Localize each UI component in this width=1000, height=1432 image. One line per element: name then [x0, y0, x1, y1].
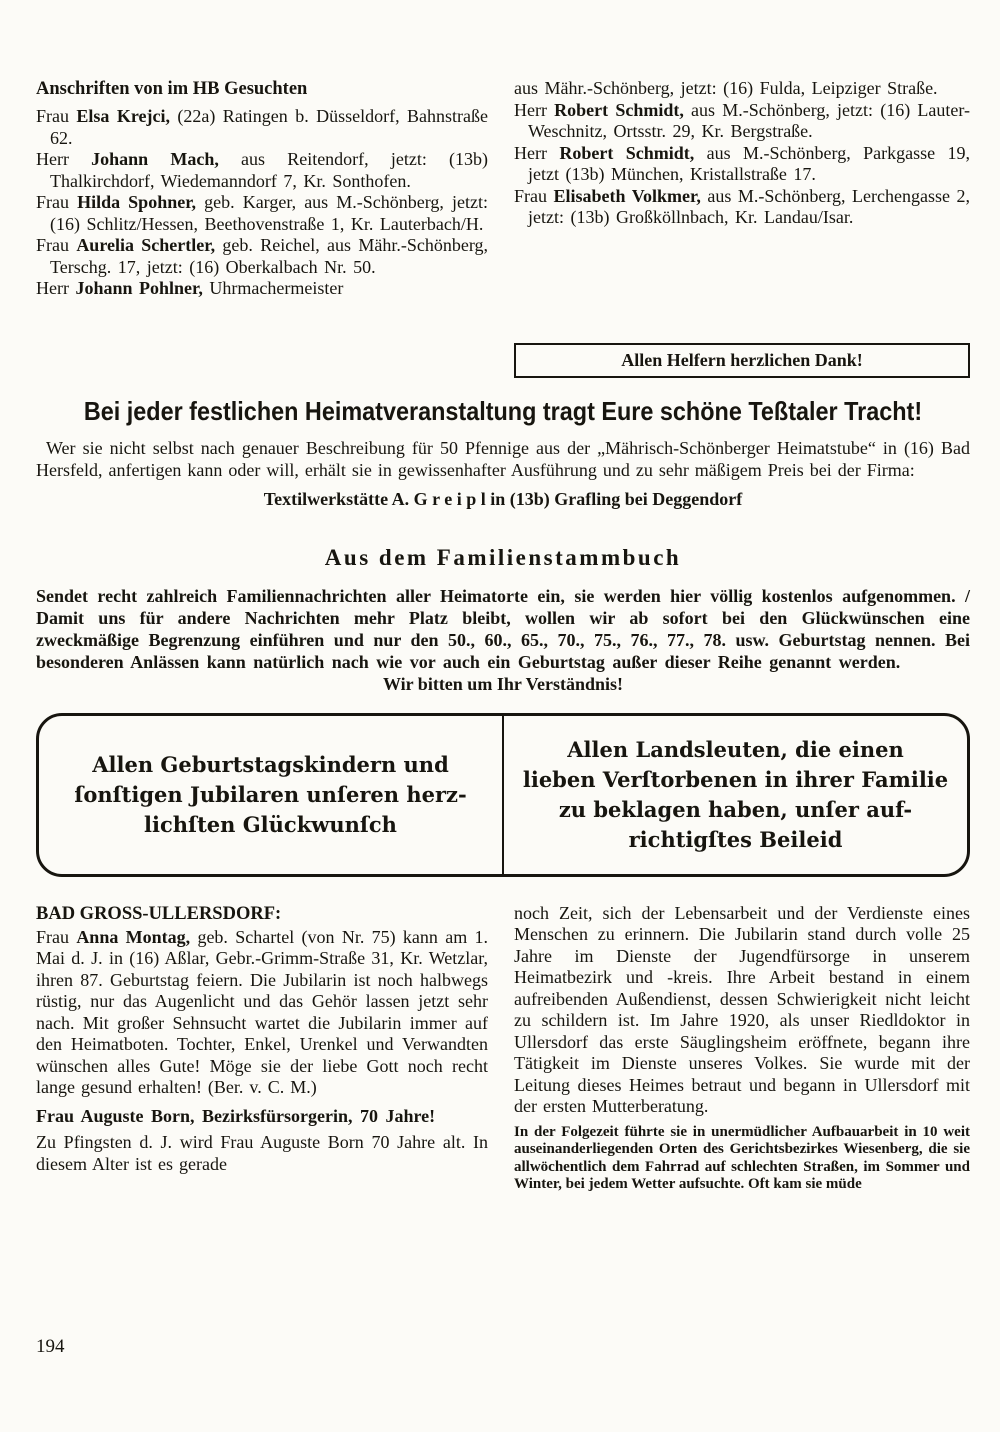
entry-rest: aus Reitendorf, jetzt: (13b) Thalkirchdorf, Wiedemanndorf 7, Kr. Sonthofen. — [50, 149, 488, 191]
entry-prefix: Herr — [514, 99, 555, 120]
address-entry-continuation — [514, 78, 970, 100]
address-entry — [36, 149, 488, 192]
born-intro-paragraph: Zu Pfingsten d. J. wird Frau Auguste Born 70 Jahre alt. In diesem Alter ist es gerade — [36, 1132, 488, 1174]
thanks-box — [514, 343, 970, 379]
tracht-headline: Bei jeder festlichen Heimatveranstaltung tragt Eure schöne Teßtaler Tracht! — [83, 396, 923, 426]
thanks-text: Allen Helfern herzlichen Dank! — [621, 349, 863, 370]
born-continuation-small-paragraph: In der Folgezeit führte sie in unermüdlicher Aufbauarbeit in 10 weit auseinanderliegenden Orten des Gerichtsbezirkes Wiesenberg, die sie allwöchentlich dem Fahrrad auf schlechten Straßen, im Sommer und Winter, bei jedem Wetter aufsuchte. Oft kam sie müde — [514, 1123, 970, 1192]
address-entry — [36, 106, 488, 149]
birthday-greeting-block — [39, 716, 502, 874]
entry-name: Elsa Krejci, — [76, 106, 170, 126]
entry-name: Robert Schmidt, — [559, 142, 695, 163]
greeting-line: ſonſtigen Jubilaren unſeren herz- — [74, 781, 467, 807]
entry-prefix: Frau — [36, 926, 77, 947]
address-entry — [514, 143, 970, 186]
entry-name: Aurelia Schertler, — [76, 235, 216, 255]
addresses-left-column — [36, 78, 488, 378]
entry-prefix: Frau — [36, 235, 77, 255]
address-entry — [514, 186, 970, 229]
entry-rest: aus Mähr.-Schönberg, jetzt: (16) Fulda, Leipziger Straße. — [514, 78, 938, 98]
greeting-line: Allen Landsleuten, die einen — [567, 736, 904, 762]
greeting-line: lichſten Glückwunſch — [144, 811, 397, 837]
entry-name: Johann Mach, — [91, 149, 219, 169]
entry-rest: (22a) Ratingen b. Düsseldorf, Bahnstraße 62. — [50, 106, 489, 148]
page-number: 194 — [36, 1336, 65, 1357]
entry-rest: aus M.-Schönberg, jetzt: (16) Lauter-Weschnitz, Ortsstr. 29, Kr. Bergstraße. — [528, 99, 970, 141]
entry-name: Anna Montag, — [76, 926, 191, 947]
montag-paragraph — [36, 927, 488, 1099]
greeting-line: richtigſtes Beileid — [628, 826, 843, 852]
address-entry — [36, 278, 488, 300]
ullersdorf-left-column — [36, 903, 488, 1194]
entry-prefix: Herr — [514, 142, 560, 163]
entry-prefix: Herr — [36, 278, 76, 298]
familienstammbuch-heading: Aus dem Familienstammbuch — [324, 544, 682, 570]
entry-name: Hilda Spohner, — [77, 192, 197, 212]
entry-rest: aus M.-Schönberg, Parkgasse 19, jetzt (13b) München, Kristallstraße 17. — [528, 142, 970, 184]
entry-name: Robert Schmidt, — [554, 99, 684, 120]
addresses-right-column — [514, 78, 970, 378]
greeting-line: zu beklagen haben, unſer auf- — [558, 796, 913, 822]
tracht-body-paragraph: Wer sie nicht selbst nach genauer Beschreibung für 50 Pfennige aus der „Mährisch-Schönberger Heimatstube“ in (16) Bad Hersfeld, anfertigen kann oder will, erhält sie in gewissenhafter Ausführung und zu sehr mäßigem Preis bei der Firma: — [36, 438, 970, 480]
address-entry — [36, 235, 488, 278]
tracht-firm-line: Textilwerkstätte A. G r e i p l in (13b) Grafling bei Deggendorf — [263, 489, 743, 509]
entry-rest: aus M.-Schönberg, Lerchengasse 2, jetzt: (13b) Großköllnbach, Kr. Landau/Isar. — [528, 185, 970, 227]
greeting-line: Allen Geburtstagskindern und — [92, 751, 449, 777]
greetings-box — [36, 713, 970, 877]
entry-prefix: Herr — [36, 149, 92, 169]
entry-name: Elisabeth Volkmer, — [553, 185, 701, 206]
ullersdorf-section — [36, 903, 970, 1194]
born-continuation-paragraph: noch Zeit, sich der Lebensarbeit und der Verdienste eines Menschen zu erinnern. Die Jubilarin stand durch volle 25 Jahre im Dienste der Jugendfürsorge in unserem Heimatbezirk und -kreis. Ihre Arbeit bestand in einem aufreibenden Außendienst, dessen Schwierigkeit nicht leicht zu schildern ist. Im Jahre 1920, als unser Riedldoktor in Ullersdorf das erste Säuglingsheim eröffnete, begann ihre Tätigkeit im Dienste unseres Volkes. Sie wurde mit der Leitung dieses Heimes betraut und begann in Ullersdorf mit der ersten Mutterberatung. — [514, 902, 970, 1116]
address-entry — [514, 100, 970, 143]
entry-prefix: Frau — [514, 185, 554, 206]
ullersdorf-right-column — [514, 903, 970, 1194]
entry-prefix: Frau — [36, 192, 78, 212]
address-entry — [36, 192, 488, 235]
entry-rest: geb. Karger, aus M.-Schönberg, jetzt: (16) Schlitz/Hessen, Beethovenstraße 1, Kr. Lauterbach/H. — [50, 192, 488, 234]
entry-name: Johann Pohlner, — [75, 278, 203, 298]
condolence-greeting-block — [504, 716, 967, 874]
greeting-line: lieben Verſtorbenen in ihrer Familie — [522, 766, 949, 792]
entry-rest: geb. Reichel, aus Mähr.-Schönberg, Terschg. 17, jetzt: (16) Oberkalbach Nr. 50. — [50, 235, 488, 277]
addresses-heading: Anschriften von im HB Gesuchten — [36, 79, 308, 99]
entry-rest: Uhrmachermeister — [202, 278, 344, 298]
born-heading: Frau Auguste Born, Bezirksfürsorgerin, 70 Jahre! — [36, 1105, 436, 1126]
familienstammbuch-notice: Sendet recht zahlreich Familiennachrichten aller Heimatorte ein, sie werden hier völlig kostenlos aufgenommen. / Damit uns für andere Nachrichten mehr Platz bleibt, wollen wir ab sofort bei den Glückwünschen eine zweckmäßige Begrenzung einführen und nur den 50., 60., 65., 70., 75., 76., 77., 78. usw. Geburtstag nennen. Bei besonderen Anlässen kann natürlich nach wie vor auch ein Geburtstag außer dieser Reihe genannt werden. — [36, 585, 970, 672]
familienstammbuch-notice-last: Wir bitten um Ihr Verständnis! — [382, 673, 624, 694]
addresses-section — [36, 78, 970, 378]
entry-rest: geb. Schartel (von Nr. 75) kann am 1. Mai d. J. in (16) Aßlar, Gebr.-Grimm-Straße 31, Kr. Wetzlar, ihren 87. Geburtstag feiern. Die Jubilarin ist noch halbwegs rüstig, nur das Augenlicht und das Gehör lassen jetzt sehr nach. Mit großer Sehnsucht wartet die Jubilarin immer auf den Heimatboten. Tochter, Enkel, Urenkel und Verwandten wünschen alles Gute! Möge sie der liebe Gott noch recht lange gesund erhalten! (Ber. v. C. M.) — [36, 926, 489, 1097]
entry-prefix: Frau — [36, 106, 77, 126]
ullersdorf-heading: BAD GROSS-ULLERSDORF: — [36, 903, 282, 924]
